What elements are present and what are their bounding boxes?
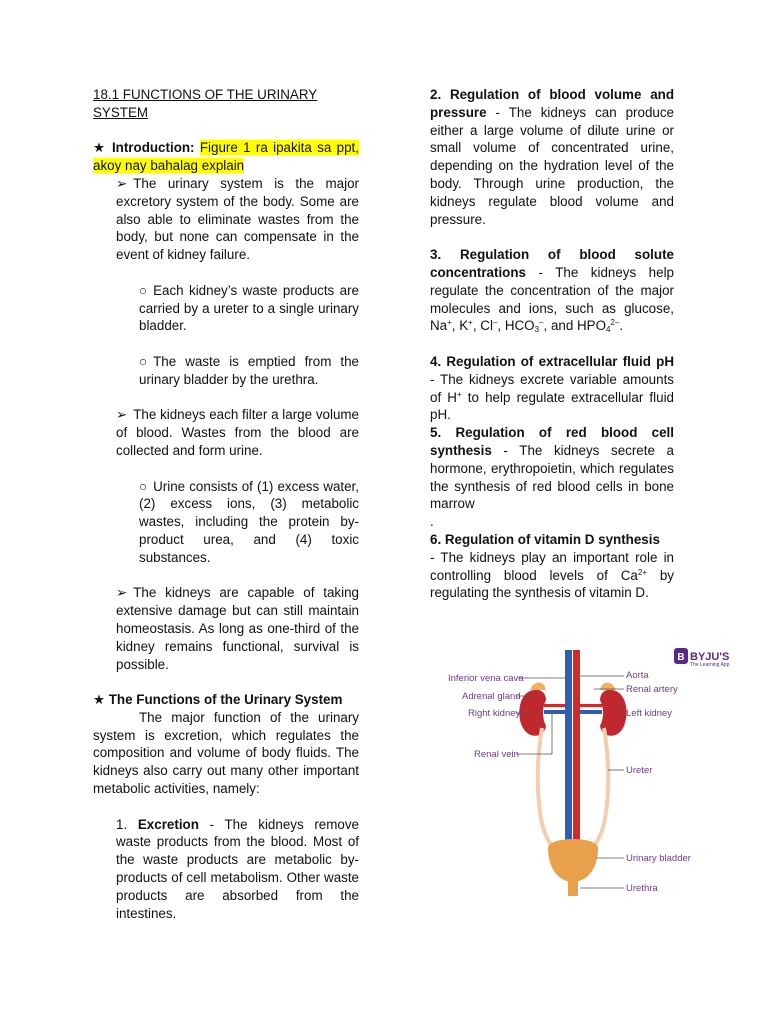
function-text: - The kidneys play an important role in controlling blood levels of Ca xyxy=(430,549,674,583)
urethra xyxy=(568,880,578,896)
function-title: 2. Regulation of blood volume and pressure xyxy=(430,87,674,120)
function-ph: 4. Regulation of extracellular fluid pH - The kidneys excrete variable amounts of H+ to help regulate extracellular fluid pH. xyxy=(430,353,674,423)
function-text: - The kidneys secrete a hormone, erythropoietin, which regulates the synthesis of red blood cells in bone marrow xyxy=(430,442,674,512)
renal-vein-left xyxy=(580,710,602,714)
function-text: - The kidneys can produce either a large volume of dilute urine or small volume of concentrated urine, depending on the hydration level of the body. Through urine production, the kidneys regulate blood volume and pressure. xyxy=(430,104,674,227)
circle-bullet-icon: ○ xyxy=(139,353,148,369)
function-title: 5. Regulation of red blood cell synthesis xyxy=(430,425,674,458)
bullet-filter xyxy=(93,406,359,459)
inferior-vena-cava xyxy=(565,650,572,860)
function-blood-volume xyxy=(430,86,674,228)
ion-text: , Cl xyxy=(472,318,493,334)
functions-paragraph: The major function of the urinary system is excretion, which regulates the composition and volume of body fluids. The kidneys also carry out many other important metabolic activities, namely: xyxy=(93,709,359,797)
bullet-urinary-system xyxy=(93,175,359,264)
functions-heading xyxy=(93,691,359,709)
urinary-bladder xyxy=(548,839,598,882)
label-left-kidney: Left kidney xyxy=(626,708,672,719)
renal-artery xyxy=(580,704,602,707)
function-title: 3. Regulation of blood solute concentrations xyxy=(430,247,674,280)
bullet-text: The kidneys each filter a large volume of blood. Wastes from the blood are collected and form urine. xyxy=(116,407,359,458)
function-solute: 3. Regulation of blood solute concentrations - The kidneys help regulate the concentration of the major molecules and ions, such as glucose, Na+, K+, Cl–, $HCO_3^-$, and $HPO_4^{2-}$. xyxy=(430,247,674,335)
ion-text: , K xyxy=(451,318,469,334)
subbullet-text: The waste is emptied from the urinary bladder by the urethra. xyxy=(139,353,359,387)
adrenal-gland xyxy=(530,683,546,691)
subbullet-urine xyxy=(93,478,359,567)
function-title: Excretion xyxy=(137,816,199,832)
byjus-brand: BYJU'S xyxy=(690,651,730,663)
aorta xyxy=(573,650,580,860)
function-text-2: to help regulate extracellular fluid pH. xyxy=(430,389,674,423)
ion-text: , HCO xyxy=(497,318,535,334)
section-title-line2: SYSTEM xyxy=(93,104,149,120)
stray-dot: . xyxy=(430,514,434,530)
function-text-2: by regulating the synthesis of vitamin D. xyxy=(430,567,674,601)
introduction-label: Introduction: xyxy=(111,140,195,156)
arrow-bullet-icon: ➢ xyxy=(116,407,128,423)
ureter xyxy=(592,728,608,848)
subbullet-text: Urine consists of (1) excess water, (2) excess ions, (3) metabolic wastes, including the protein by-product urea, and (4) toxic substances. xyxy=(139,478,359,565)
label-renal-artery: Renal artery xyxy=(626,684,678,695)
byjus-tagline: The Learning App xyxy=(690,662,730,668)
function-excretion: 1. Excretion - The kidneys remove waste products from the blood. Most of the waste products are metabolic by-products of cell metabolism. Other waste products are absorbed from the intestines. xyxy=(116,816,359,921)
star-icon: ★ xyxy=(93,692,106,708)
urinary-system-figure xyxy=(430,642,730,904)
label-right-kidney: Right kidney xyxy=(468,708,521,719)
right-column xyxy=(430,86,674,602)
circle-bullet-icon: ○ xyxy=(139,282,148,298)
function-vitamin-d: 6. Regulation of vitamin D synthesis - The kidneys play an important role in controlling blood levels of $Ca^{2+}$ by regulating the synthesis of vitamin D. xyxy=(430,531,674,601)
left-column xyxy=(93,86,359,922)
subbullet-text: Each kidney’s waste products are carried by a ureter to a single urinary bladder. xyxy=(139,282,359,334)
bullet-text: The kidneys are capable of taking extensive damage but can still maintain homeostasis. As long as one-third of the kidney remains functional, survival is possible. xyxy=(116,585,359,672)
label-ureter: Ureter xyxy=(626,765,653,776)
label-urethra: Urethra xyxy=(626,883,658,894)
subbullet-urethra xyxy=(93,353,359,389)
function-title: 6. Regulation of vitamin D synthesis xyxy=(430,531,660,547)
ureter-right xyxy=(538,728,554,848)
urinary-system-diagram xyxy=(430,642,730,904)
arrow-bullet-icon: ➢ xyxy=(116,585,128,601)
byjus-logo xyxy=(674,648,730,668)
label-renal-vein: Renal vein xyxy=(474,749,519,760)
bullet-damage xyxy=(93,584,359,673)
label-aorta: Aorta xyxy=(626,670,649,681)
function-text: - The kidneys remove waste products from the blood. Most of the waste products are metabolic by-products of cell metabolism. Other waste products are absorbed from the intestines. xyxy=(116,816,359,921)
subbullet-ureter xyxy=(93,282,359,335)
circle-bullet-icon: ○ xyxy=(139,478,148,494)
label-urinary-bladder: Urinary bladder xyxy=(626,853,691,864)
label-inferior-vena-cava: Inferior vena cava xyxy=(448,673,524,684)
renal-vein xyxy=(544,710,566,714)
function-text: - The kidneys help regulate the concentration of the major molecules and ions, such as glucose, Na xyxy=(430,264,674,334)
arrow-bullet-icon: ➢ xyxy=(116,175,128,191)
ion-text: , and HPO xyxy=(543,318,607,334)
renal-artery-right xyxy=(544,704,566,707)
section-title-line1: 18.1 FUNCTIONS OF THE URINARY xyxy=(93,87,318,102)
introduction-paragraph xyxy=(93,139,359,175)
introduction-highlight: Figure 1 ra ipakita sa ppt, akoy nay bahalag explain xyxy=(93,140,359,174)
svg-text:B: B xyxy=(677,652,685,663)
function-text: - The kidneys excrete variable amounts of H xyxy=(430,371,674,405)
star-icon: ★ xyxy=(93,140,107,156)
functions-heading-text: The Functions of the Urinary System xyxy=(108,692,343,708)
function-rbc xyxy=(430,424,674,513)
label-adrenal-gland: Adrenal gland xyxy=(462,691,521,702)
section-title xyxy=(93,86,359,122)
function-number: 1 xyxy=(116,816,124,832)
bullet-text: The urinary system is the major excretory system of the body. Some are also able to eliminate wastes from the body, but none can compensate in the event of kidney failure. xyxy=(116,175,359,263)
function-title: 4. Regulation of extracellular fluid pH xyxy=(430,353,674,369)
